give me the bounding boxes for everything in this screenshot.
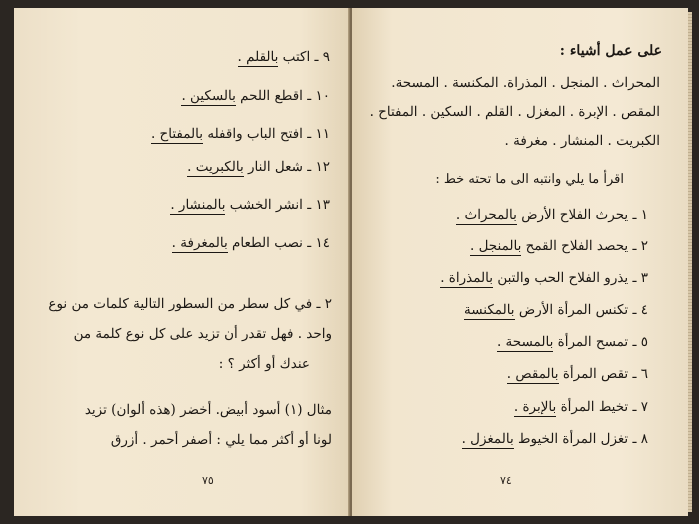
- left-item-12: ١٢ ـ شعل النار بالكبريت .: [187, 159, 330, 175]
- page-number-left: ٧٥: [202, 474, 214, 487]
- exercise2-line-1: ٢ ـ في كل سطر من السطور التالية كلمات من نوع: [48, 296, 332, 312]
- answer-underline: بالمكنسة: [463, 302, 515, 318]
- answer-underline: بالمحراث .: [455, 207, 517, 223]
- exercise2-line-2: واحد . فهل تقدر أن تزيد على كل نوع كلمة من: [73, 326, 332, 342]
- left-item-10: ١٠ ـ اقطع اللحم بالسكين .: [181, 88, 330, 104]
- right-item-1: ١ ـ يحرث الفلاح الأرض بالمحراث .: [455, 207, 648, 223]
- answer-underline: بالكبريت .: [187, 159, 244, 175]
- left-item-14: ١٤ ـ نصب الطعام بالمغرفة .: [171, 235, 330, 251]
- left-item-13: ١٣ ـ انشر الخشب بالمنشار .: [170, 197, 330, 213]
- word-list-line-2: المقص . الإبرة . المغزل . القلم . السكين . المفتاح .: [369, 104, 660, 120]
- answer-underline: بالمسحة .: [496, 334, 554, 350]
- exercise2-line-3: عندك أو أكثر ؟ :: [218, 356, 310, 372]
- right-item-2: ٢ ـ يحصد الفلاح القمح بالمنجل .: [469, 238, 648, 254]
- right-item-5: ٥ ـ تمسح المرأة بالمسحة .: [496, 334, 648, 350]
- answer-underline: بالمغرفة .: [171, 235, 228, 251]
- answer-underline: بالمفتاح .: [150, 126, 204, 142]
- word-list-line-1: المحراث . المنجل . المذراة. المكنسة . المسحة.: [391, 75, 660, 91]
- example-line-1: مثال (١) أسود أبيض. أخضر (هذه ألوان) تزيد: [84, 402, 332, 418]
- left-item-9: ٩ ـ اكتب بالقلم .: [237, 49, 330, 65]
- left-item-11: ١١ ـ افتح الباب واقفله بالمفتاح .: [150, 126, 330, 142]
- answer-underline: بالقلم .: [237, 49, 279, 65]
- answer-underline: بالمنجل .: [469, 238, 522, 254]
- right-item-3: ٣ ـ يذرو الفلاح الحب والتبن بالمذراة .: [440, 270, 648, 286]
- answer-underline: بالمغزل .: [461, 431, 514, 447]
- page-edges: [688, 12, 692, 512]
- section-heading: على عمل أشياء :: [559, 43, 662, 59]
- left-page: [14, 8, 350, 516]
- page-number-right: ٧٤: [500, 474, 512, 487]
- right-page: [352, 8, 688, 516]
- open-book: [14, 8, 688, 516]
- right-item-4: ٤ ـ تكنس المرأة الأرض بالمكنسة: [463, 302, 648, 318]
- word-list-line-3: الكبريت . المنشار . مغرفة .: [504, 133, 660, 149]
- answer-underline: بالمذراة .: [440, 270, 494, 286]
- right-item-8: ٨ ـ تغزل المرأة الخيوط بالمغزل .: [461, 431, 648, 447]
- answer-underline: بالسكين .: [181, 88, 236, 104]
- example-line-2: لونا أو أكثر مما يلي : أصفر أحمر . أزرق: [110, 432, 332, 448]
- answer-underline: بالمنشار .: [170, 197, 226, 213]
- right-item-7: ٧ ـ تخيط المرأة بالإبرة .: [513, 399, 648, 415]
- right-item-6: ٦ ـ تقص المرأة بالمقص .: [506, 366, 648, 382]
- answer-underline: بالإبرة .: [513, 399, 557, 415]
- instruction-text: اقرأ ما يلي وانتبه الى ما تحته خط :: [435, 172, 624, 187]
- answer-underline: بالمقص .: [506, 366, 559, 382]
